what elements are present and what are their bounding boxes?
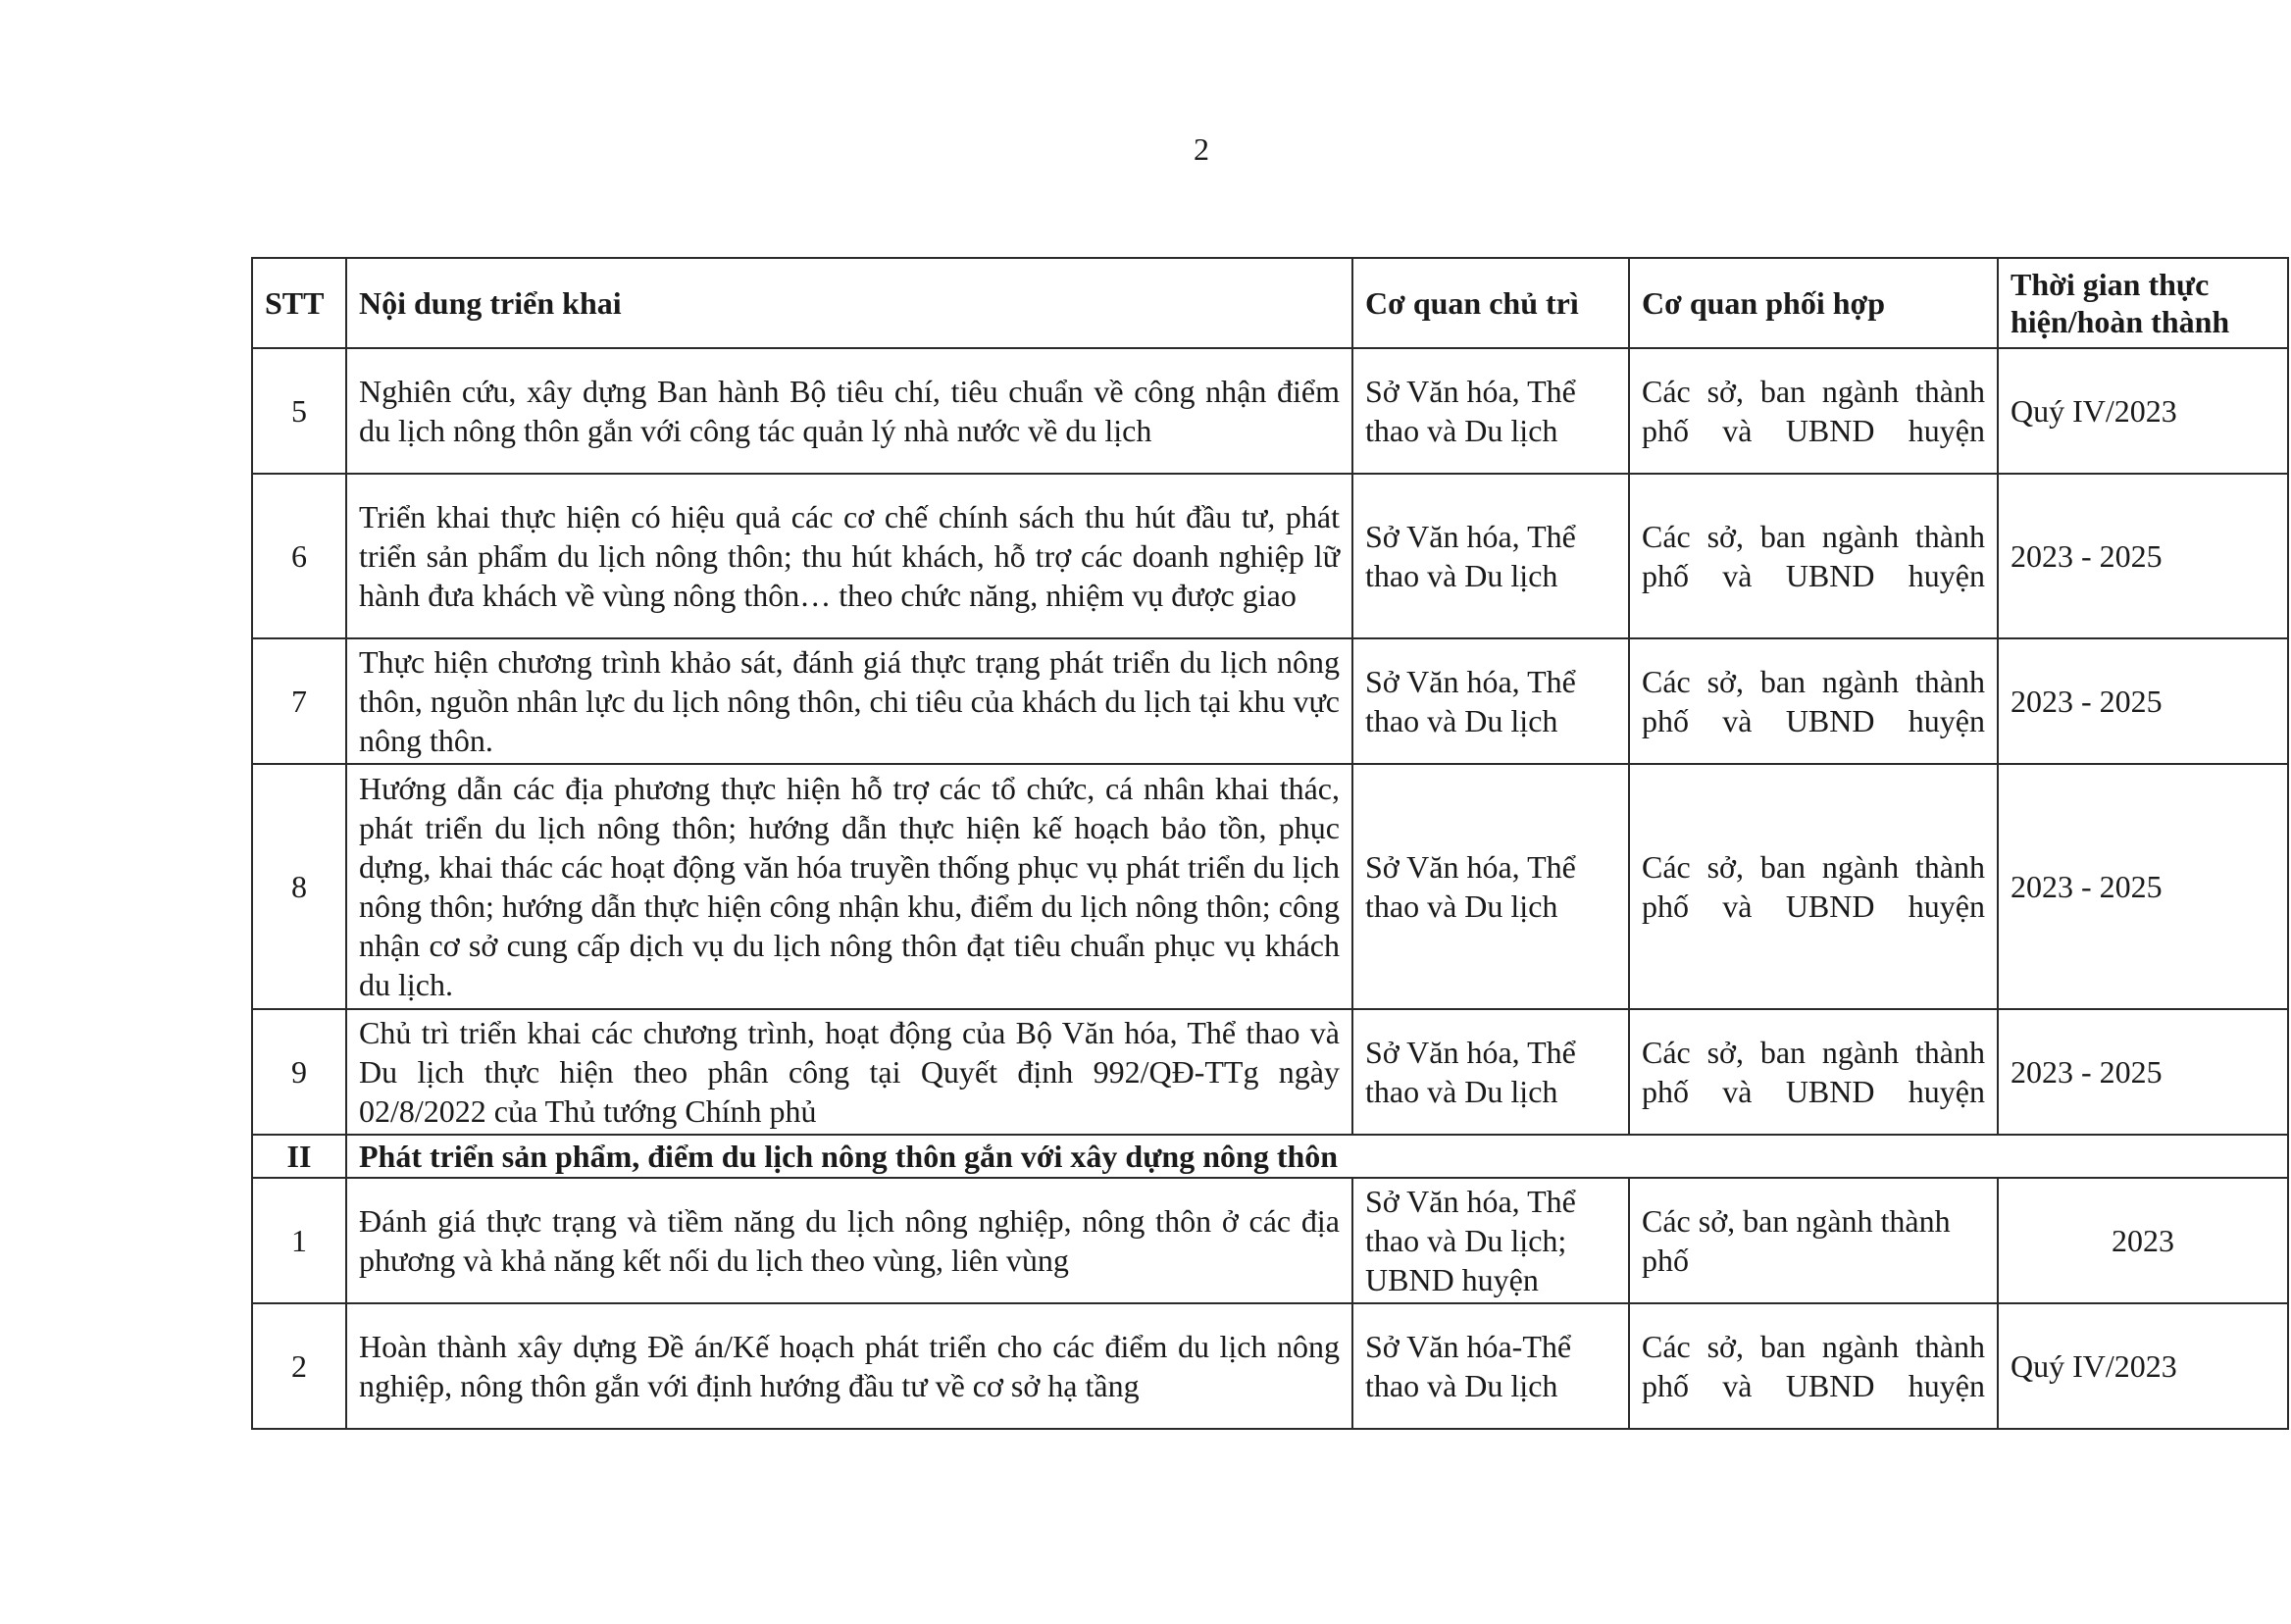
row-timeline: 2023 - 2025 — [1998, 764, 2288, 1009]
row-lead-agency: Sở Văn hóa, Thể thao và Du lịch — [1352, 1009, 1629, 1135]
row-coordinating-agency: Các sở, ban ngành thành phố và UBND huyện — [1629, 1303, 1998, 1429]
row-stt: 9 — [252, 1009, 346, 1135]
row-coordinating-agency: Các sở, ban ngành thành phố và UBND huyện — [1629, 474, 1998, 638]
header-coordinating-agency: Cơ quan phối hợp — [1629, 258, 1998, 348]
row-content: Thực hiện chương trình khảo sát, đánh giá thực trạng phát triển du lịch nông thôn, nguồn nhân lực du lịch nông thôn, chi tiêu của khách du lịch tại khu vực nông thôn. — [346, 638, 1352, 764]
row-stt: 7 — [252, 638, 346, 764]
row-content: Đánh giá thực trạng và tiềm năng du lịch nông nghiệp, nông thôn ở các địa phương và khả năng kết nối du lịch theo vùng, liên vùng — [346, 1178, 1352, 1303]
implementation-table — [251, 257, 2289, 1430]
table-row — [252, 1303, 2288, 1429]
section-header-row — [252, 1135, 2288, 1178]
row-coordinating-agency: Các sở, ban ngành thành phố và UBND huyện — [1629, 764, 1998, 1009]
section-title: Phát triển sản phẩm, điểm du lịch nông thôn gắn với xây dựng nông thôn — [346, 1135, 2288, 1178]
row-content: Hoàn thành xây dựng Đề án/Kế hoạch phát triển cho các điểm du lịch nông nghiệp, nông thôn gắn với định hướng đầu tư về cơ sở hạ tầng — [346, 1303, 1352, 1429]
row-coordinating-agency: Các sở, ban ngành thành phố và UBND huyện — [1629, 1009, 1998, 1135]
row-content: Chủ trì triển khai các chương trình, hoạt động của Bộ Văn hóa, Thể thao và Du lịch thực hiện theo phân công tại Quyết định 992/QĐ-TTg ngày 02/8/2022 của Thủ tướng Chính phủ — [346, 1009, 1352, 1135]
row-stt: 8 — [252, 764, 346, 1009]
header-content: Nội dung triển khai — [346, 258, 1352, 348]
table-row — [252, 348, 2288, 474]
table-row — [252, 1178, 2288, 1303]
table-row — [252, 638, 2288, 764]
header-timeline: Thời gian thực hiện/hoàn thành — [1998, 258, 2288, 348]
row-lead-agency: Sở Văn hóa, Thể thao và Du lịch — [1352, 474, 1629, 638]
row-lead-agency: Sở Văn hóa-Thể thao và Du lịch — [1352, 1303, 1629, 1429]
row-timeline: 2023 — [1998, 1178, 2288, 1303]
row-content: Hướng dẫn các địa phương thực hiện hỗ trợ các tổ chức, cá nhân khai thác, phát triển du lịch nông thôn; hướng dẫn thực hiện kế hoạch bảo tồn, phục dựng, khai thác các hoạt động văn hóa truyền thống phục vụ phát triển du lịch nông thôn; hướng dẫn thực hiện công nhận khu, điểm du lịch nông thôn; công nhận cơ sở cung cấp dịch vụ du lịch nông thôn đạt tiêu chuẩn phục vụ khách du lịch. — [346, 764, 1352, 1009]
row-timeline: 2023 - 2025 — [1998, 1009, 2288, 1135]
row-timeline: 2023 - 2025 — [1998, 638, 2288, 764]
row-timeline: Quý IV/2023 — [1998, 1303, 2288, 1429]
row-stt: 6 — [252, 474, 346, 638]
row-content: Nghiên cứu, xây dựng Ban hành Bộ tiêu chí, tiêu chuẩn về công nhận điểm du lịch nông thôn gắn với công tác quản lý nhà nước về du lịch — [346, 348, 1352, 474]
table-row — [252, 764, 2288, 1009]
row-lead-agency: Sở Văn hóa, Thể thao và Du lịch — [1352, 348, 1629, 474]
row-stt: 5 — [252, 348, 346, 474]
row-stt: 2 — [252, 1303, 346, 1429]
table-header-row — [252, 258, 2288, 348]
row-lead-agency: Sở Văn hóa, Thể thao và Du lịch — [1352, 764, 1629, 1009]
row-lead-agency: Sở Văn hóa, Thể thao và Du lịch — [1352, 638, 1629, 764]
row-coordinating-agency: Các sở, ban ngành thành phố — [1629, 1178, 1998, 1303]
row-timeline: Quý IV/2023 — [1998, 348, 2288, 474]
row-timeline: 2023 - 2025 — [1998, 474, 2288, 638]
row-lead-agency: Sở Văn hóa, Thể thao và Du lịch; UBND huyện — [1352, 1178, 1629, 1303]
table-row — [252, 474, 2288, 638]
header-stt: STT — [252, 258, 346, 348]
table-row — [252, 1009, 2288, 1135]
row-stt: 1 — [252, 1178, 346, 1303]
row-coordinating-agency: Các sở, ban ngành thành phố và UBND huyện — [1629, 638, 1998, 764]
section-number: II — [252, 1135, 346, 1178]
row-coordinating-agency: Các sở, ban ngành thành phố và UBND huyện — [1629, 348, 1998, 474]
page-number: 2 — [1194, 131, 1209, 167]
header-lead-agency: Cơ quan chủ trì — [1352, 258, 1629, 348]
row-content: Triển khai thực hiện có hiệu quả các cơ chế chính sách thu hút đầu tư, phát triển sản phẩm du lịch nông thôn; thu hút khách, hỗ trợ các doanh nghiệp lữ hành đưa khách về vùng nông thôn… theo chức năng, nhiệm vụ được giao — [346, 474, 1352, 638]
